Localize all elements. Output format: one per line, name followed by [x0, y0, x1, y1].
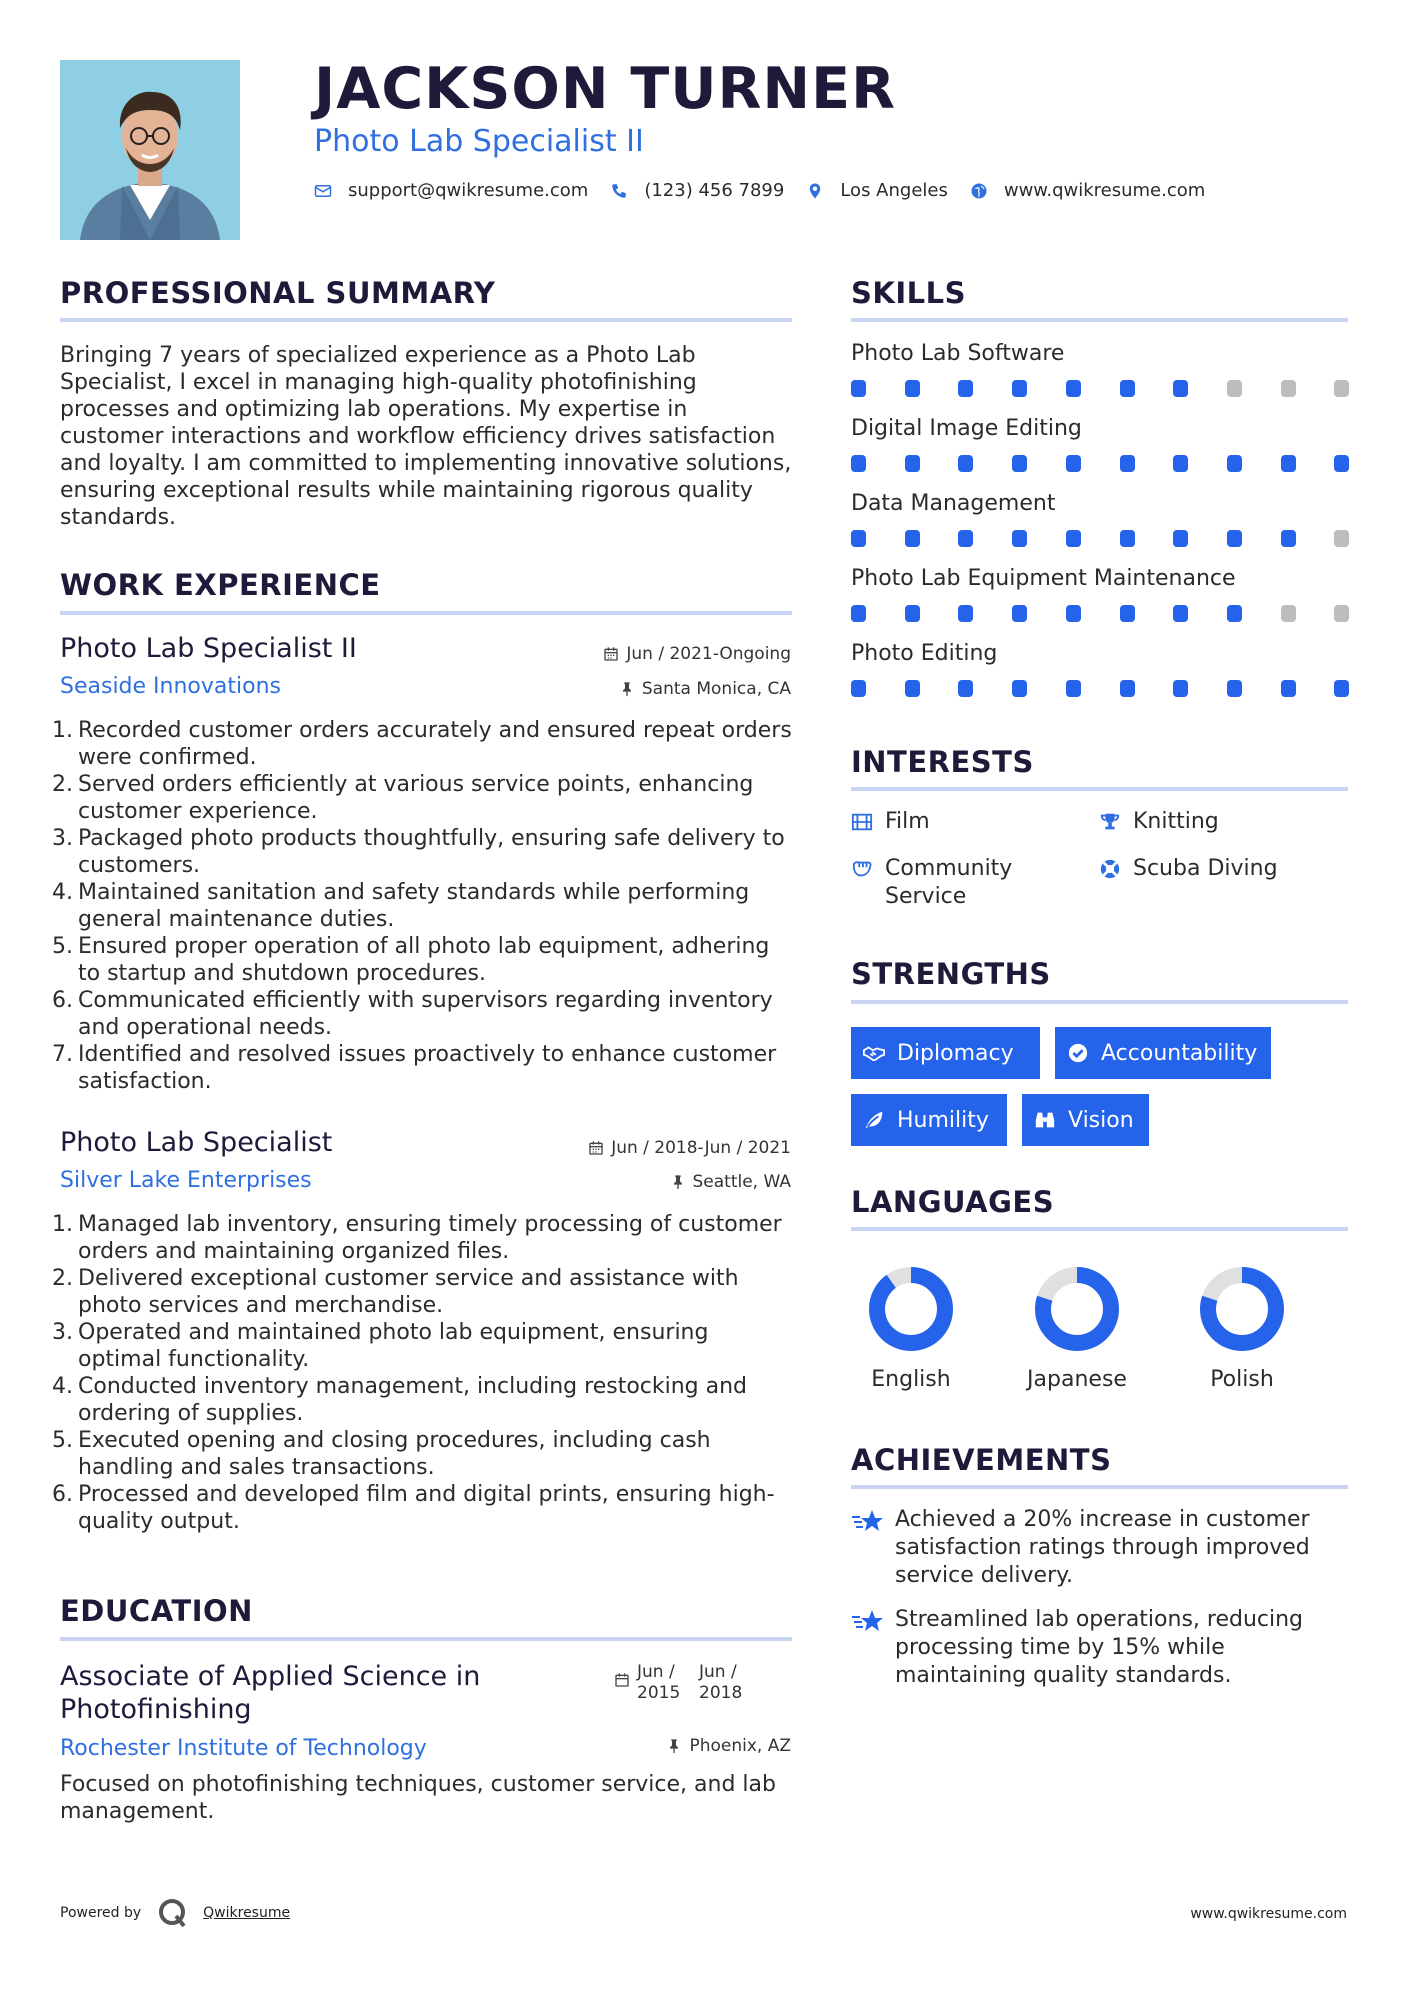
rating-dot-empty: [1227, 380, 1242, 397]
rating-dot-filled: [1120, 680, 1135, 697]
website-text: www.qwikresume.com: [1003, 180, 1206, 201]
achievements-divider: [851, 1485, 1348, 1489]
job-duties: [52, 1211, 795, 1535]
rating-dot-filled: [1012, 380, 1027, 397]
rating-dot-filled: [1173, 605, 1188, 622]
summary-text: Bringing 7 years of specialized experience as a Photo Lab Specialist, I excel in managing high-quality photofinishing processes and optimizing lab operations. My expertise in customer interactions and workflow efficiency drives satisfaction and loyalty. I am committed to implementing innovative solutions, ensuring exceptional results while maintaining rigorous quality standards.: [60, 343, 792, 530]
rating-dot-filled: [958, 530, 973, 547]
avatar: [60, 60, 240, 240]
education-dates: [614, 1662, 747, 1704]
rating-dot-empty: [1281, 605, 1296, 622]
rating-dot-filled: [1012, 605, 1027, 622]
strength-badge: Humility: [851, 1094, 1007, 1146]
rating-dot-filled: [905, 530, 920, 547]
language-item: [1182, 1263, 1302, 1392]
strengths-heading: STRENGTHS: [851, 957, 1051, 991]
rating-dot-filled: [958, 380, 973, 397]
list-item: 2. Served orders efficiently at various service points, enhancing customer experience.: [52, 772, 754, 824]
map-pin-icon: [806, 182, 824, 200]
interests-divider: [851, 787, 1348, 791]
handshake-icon: [863, 1042, 885, 1064]
strength-badge: Vision: [1022, 1094, 1149, 1146]
company-name[interactable]: Silver Lake Enterprises: [60, 1168, 312, 1193]
education-divider: [60, 1637, 792, 1641]
rating-dot-filled: [1066, 455, 1081, 472]
date-start: Jun / 2015: [637, 1662, 681, 1703]
rating-dot-filled: [905, 605, 920, 622]
rating-dot-filled: [1120, 530, 1135, 547]
strength-badge: Accountability: [1055, 1027, 1271, 1079]
rating-dot-filled: [905, 680, 920, 697]
job-title: Photo Lab Specialist II: [60, 633, 357, 664]
interests-heading: INTERESTS: [851, 745, 1034, 779]
pushpin-icon: [666, 1738, 682, 1754]
job-dates: [603, 644, 791, 664]
education-description: Focused on photofinishing techniques, customer service, and lab management.: [60, 1772, 776, 1824]
languages-divider: [851, 1227, 1348, 1231]
calendar-icon: [588, 1140, 604, 1156]
rating-dot-filled: [1173, 380, 1188, 397]
rating-dot-filled: [1227, 605, 1242, 622]
skill-rating: [851, 605, 1351, 623]
skills-heading: SKILLS: [851, 276, 966, 310]
rating-dot-filled: [1120, 455, 1135, 472]
strengths-divider: [851, 1000, 1348, 1004]
language-level-ring: [1031, 1263, 1123, 1355]
rating-dot-filled: [1227, 680, 1242, 697]
candidate-role: Photo Lab Specialist II: [314, 124, 644, 159]
rating-dot-filled: [1281, 680, 1296, 697]
rating-dot-filled: [851, 455, 866, 472]
contact-bar: [314, 180, 1227, 201]
list-item: 5. Executed opening and closing procedures, including cash handling and sales transactions.: [52, 1428, 711, 1480]
rating-dot-filled: [958, 605, 973, 622]
skill-name: Digital Image Editing: [851, 416, 1082, 441]
list-item: 1. Managed lab inventory, ensuring timely processing of customer orders and maintaining organized files.: [52, 1212, 782, 1264]
rating-dot-filled: [1066, 605, 1081, 622]
languages-heading: LANGUAGES: [851, 1185, 1055, 1219]
pushpin-icon: [670, 1174, 686, 1190]
footer-powered-by: [60, 1897, 290, 1929]
film-icon: [851, 811, 873, 833]
job-location: [619, 679, 791, 699]
rating-dot-empty: [1334, 380, 1349, 397]
rating-dot-filled: [1120, 605, 1135, 622]
skill-name: Photo Lab Equipment Maintenance: [851, 566, 1236, 591]
rating-dot-filled: [1334, 455, 1349, 472]
summary-divider: [60, 318, 792, 322]
language-level-ring: [865, 1263, 957, 1355]
life-ring-icon: [1099, 858, 1121, 880]
language-item: [851, 1263, 971, 1392]
footer-site-link[interactable]: www.qwikresume.com: [1190, 1906, 1347, 1922]
candidate-name: JACKSON TURNER: [314, 56, 896, 122]
summary-heading: PROFESSIONAL SUMMARY: [60, 276, 496, 310]
list-item: 3. Packaged photo products thoughtfully, ensuring safe delivery to customers.: [52, 826, 785, 878]
rating-dot-filled: [1334, 680, 1349, 697]
rating-dot-filled: [851, 605, 866, 622]
skill-name: Photo Lab Software: [851, 341, 1065, 366]
brand-link[interactable]: Qwikresume: [203, 1905, 291, 1921]
rating-dot-filled: [905, 455, 920, 472]
rating-dot-filled: [1173, 530, 1188, 547]
rating-dot-filled: [1012, 530, 1027, 547]
rating-dot-filled: [1066, 380, 1081, 397]
calendar-icon: [614, 1672, 630, 1688]
rating-dot-filled: [851, 380, 866, 397]
achievement-item: Streamlined lab operations, reducing processing time by 15% while maintaining quality standards.: [851, 1606, 1331, 1690]
job-title: Photo Lab Specialist: [60, 1127, 333, 1158]
rating-dot-filled: [1227, 455, 1242, 472]
experience-heading: WORK EXPERIENCE: [60, 568, 381, 602]
achievements-heading: ACHIEVEMENTS: [851, 1443, 1112, 1477]
rating-dot-filled: [1012, 455, 1027, 472]
rating-dot-filled: [1281, 455, 1296, 472]
language-name: Polish: [1210, 1367, 1274, 1392]
rating-dot-empty: [1281, 380, 1296, 397]
rating-dot-filled: [1281, 530, 1296, 547]
phone-text: (123) 456 7899: [644, 180, 785, 201]
rating-dot-filled: [958, 455, 973, 472]
rating-dot-filled: [958, 680, 973, 697]
rating-dot-filled: [1227, 530, 1242, 547]
contact-website[interactable]: [970, 180, 1205, 201]
dates-text: Jun / 2021-Ongoing: [626, 644, 791, 664]
pushpin-icon: [619, 681, 635, 697]
list-item: 4. Maintained sanitation and safety standards while performing general maintenance duties.: [52, 880, 750, 932]
location-text: Phoenix, AZ: [689, 1736, 791, 1756]
experience-divider: [60, 611, 792, 615]
rating-dot-empty: [1334, 530, 1349, 547]
envelope-icon: [314, 182, 332, 200]
interest-item: Film: [851, 808, 930, 836]
skill-rating: [851, 680, 1351, 698]
contact-location: [806, 180, 948, 201]
skill-name: Data Management: [851, 491, 1056, 516]
date-end: Jun / 2018: [699, 1662, 743, 1703]
calendar-icon: [603, 646, 619, 662]
trophy-icon: [1099, 811, 1121, 833]
achievement-item: Achieved a 20% increase in customer satisfaction ratings through improved service delivery.: [851, 1506, 1331, 1590]
qwikresume-logo-icon: [157, 1897, 189, 1929]
rating-dot-filled: [1173, 680, 1188, 697]
email-text: support@qwikresume.com: [348, 180, 589, 201]
list-item: 4. Conducted inventory management, including restocking and ordering of supplies.: [52, 1374, 748, 1426]
education-heading: EDUCATION: [60, 1594, 253, 1628]
company-name[interactable]: Seaside Innovations: [60, 674, 281, 699]
list-item: 5. Ensured proper operation of all photo lab equipment, adhering to startup and shutdown procedures.: [52, 934, 770, 986]
star-icon: [851, 1608, 885, 1634]
globe-icon: [970, 182, 988, 200]
rating-dot-filled: [851, 530, 866, 547]
rating-dot-filled: [1120, 380, 1135, 397]
rating-dot-filled: [1012, 680, 1027, 697]
interest-item: Community Service: [851, 855, 1041, 911]
degree-title: Associate of Applied Science in Photofinishing: [60, 1661, 481, 1725]
interest-item: Scuba Diving: [1099, 855, 1278, 883]
rating-dot-filled: [1066, 530, 1081, 547]
location-text: Seattle, WA: [692, 1172, 791, 1192]
phone-icon: [610, 182, 628, 200]
powered-by-text: Powered by: [60, 1905, 142, 1921]
list-item: 6. Processed and developed film and digital prints, ensuring high-quality output.: [52, 1482, 775, 1534]
list-item: 7. Identified and resolved issues proactively to enhance customer satisfaction.: [52, 1042, 777, 1094]
strength-badge: Diplomacy: [851, 1027, 1040, 1079]
location-text: Santa Monica, CA: [641, 679, 791, 699]
job-location: [670, 1172, 792, 1192]
contact-phone[interactable]: [610, 180, 784, 201]
rating-dot-filled: [1066, 680, 1081, 697]
job-dates: [588, 1138, 791, 1158]
rating-dot-empty: [1334, 605, 1349, 622]
interest-item: Knitting: [1099, 808, 1219, 836]
skill-rating: [851, 455, 1351, 473]
contact-email[interactable]: [314, 180, 588, 201]
list-item: 3. Operated and maintained photo lab equipment, ensuring optimal functionality.: [52, 1320, 709, 1372]
education-location: [666, 1736, 791, 1756]
profile-photo: [60, 60, 240, 240]
list-item: 6. Communicated efficiently with supervisors regarding inventory and operational needs.: [52, 988, 773, 1040]
skill-name: Photo Editing: [851, 641, 998, 666]
check-circle-icon: [1067, 1042, 1089, 1064]
rating-dot-filled: [1173, 455, 1188, 472]
binoculars-icon: [1034, 1109, 1056, 1131]
dates-text: Jun / 2018-Jun / 2021: [611, 1138, 791, 1158]
school-name[interactable]: Rochester Institute of Technology: [60, 1736, 427, 1761]
list-item: 2. Delivered exceptional customer service and assistance with photo services and merchandise.: [52, 1266, 739, 1318]
language-item: [1017, 1263, 1137, 1392]
rating-dot-filled: [851, 680, 866, 697]
skills-divider: [851, 318, 1348, 322]
star-icon: [851, 1508, 885, 1534]
skill-rating: [851, 530, 1351, 548]
location-text: Los Angeles: [840, 180, 948, 201]
language-level-ring: [1196, 1263, 1288, 1355]
language-level-arc: [877, 1275, 945, 1343]
skill-rating: [851, 380, 1351, 398]
leaf-icon: [863, 1109, 885, 1131]
list-item: 1. Recorded customer orders accurately and ensured repeat orders were confirmed.: [52, 718, 792, 770]
job-duties: [52, 717, 795, 1095]
language-name: Japanese: [1027, 1367, 1127, 1392]
rating-dot-filled: [905, 380, 920, 397]
hand-icon: [851, 858, 873, 880]
language-name: English: [871, 1367, 951, 1392]
